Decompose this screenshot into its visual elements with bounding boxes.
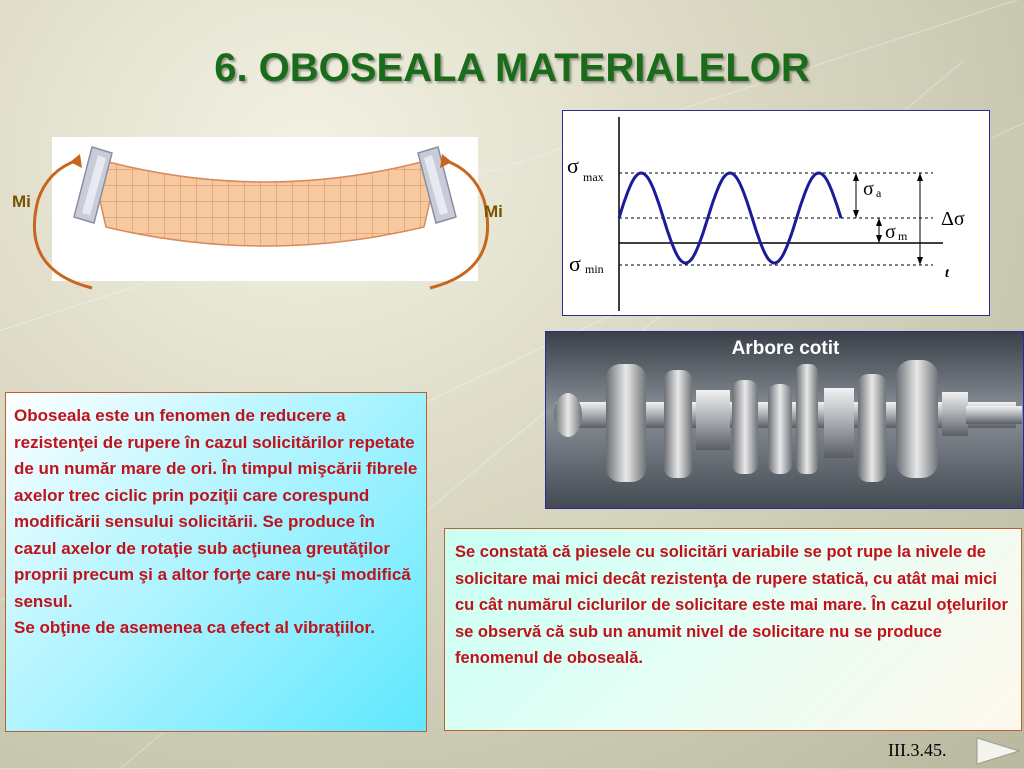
svg-text:max: max: [583, 170, 604, 184]
fatigue-observation-box: [444, 528, 1022, 731]
page-number: III.3.45.: [888, 740, 947, 760]
next-slide-arrow-icon[interactable]: [975, 736, 1021, 766]
sigma-m-label: σ: [885, 221, 896, 243]
time-axis-label: t: [945, 266, 949, 281]
stress-cycle-diagram: [562, 110, 990, 316]
moment-label-right: Mi: [484, 202, 503, 221]
fatigue-definition-text: Oboseala este un fenomen de reducere a rezistenţei de rupere în cazul solicitărilor repetate de un număr mare de ori. În timpul mişcării fibrele axelor trec ciclic prin poziţii care corespund modificării sensului solicitării. Se produce în cazul axelor de rotaţie sub acţiunea greutăţilor proprii precum şi a altor forţe care nu-şi modifică sensul.: [14, 406, 418, 611]
slide-title: 6. OBOSEALA MATERIALELOR: [214, 46, 810, 90]
sigma-a-label: σ: [863, 178, 874, 200]
right-moment-arrow: [430, 160, 488, 288]
photo-caption: Arbore cotit: [731, 338, 840, 359]
sigma-max-label: σ: [567, 153, 579, 178]
delta-sigma-label: Δσ: [941, 208, 965, 230]
fatigue-definition-box: [5, 392, 427, 732]
fatigue-observation-text: Se constată că piesele cu solicitări variabile se pot rupe la nivele de solicitare mai mici decât rezistenţa de rupere statică, cu atât mai mici cu cât numărul ciclurilor de solicitare este mai mare. În cazul oţelurilor se observă că sub un anumit nivel de solicitare nu se produce fenomenul de oboseală.: [455, 543, 1008, 667]
vibration-note-text: Se obţine de asemenea ca efect al vibraţiilor.: [14, 618, 375, 637]
left-arrowhead: [70, 154, 82, 168]
sigma-min-label: σ: [569, 251, 581, 276]
crankshaft-photo: [545, 331, 1024, 509]
svg-text:m: m: [898, 229, 908, 243]
svg-text:min: min: [585, 262, 604, 276]
right-arrowhead: [440, 154, 452, 168]
moment-arrows: [0, 140, 530, 300]
svg-text:a: a: [876, 186, 882, 200]
moment-label-left: Mi: [12, 192, 31, 211]
left-moment-arrow: [34, 160, 92, 288]
